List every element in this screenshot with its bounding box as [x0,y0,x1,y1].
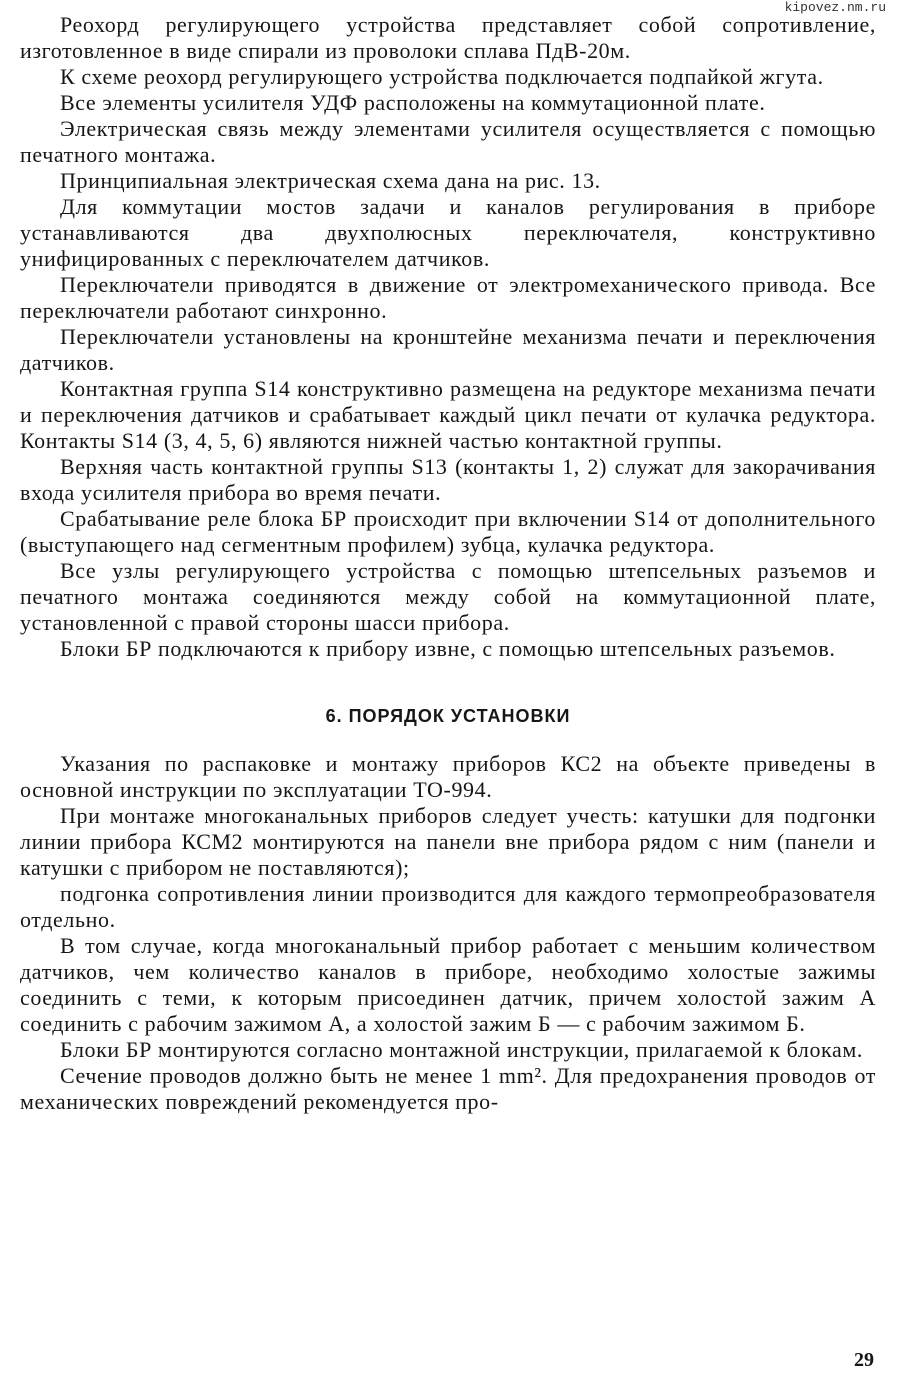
paragraph-switches: Для коммутации мостов задачи и каналов регулирования в приборе устанавливаются два двухполюсных переключателя, конструктивно унифицированных с переключателем датчиков. [20,194,876,271]
paragraph-schematic-ref: Принципиальная электрическая схема дана на рис. 13. [60,168,601,193]
paragraph-s13: Верхняя часть контактной группы S13 (контакты 1, 2) служат для закорачивания входа усилителя прибора во время печати. [20,454,876,505]
paragraph-wire-section: Сечение проводов должно быть не менее 1 mm². Для предохранения проводов от механических повреждений рекомендуется про- [20,1063,876,1114]
paragraph-line-fitting: подгонка сопротивления линии производится для каждого термопреобразователя отдельно. [20,881,876,932]
paragraph-switch-mount: Переключатели установлены на кронштейне механизма печати и переключения датчиков. [20,324,876,375]
section-title: 6. ПОРЯДОК УСТАНОВКИ [325,706,571,726]
paragraph-printed-wiring: Электрическая связь между элементами усилителя осуществляется с помощью печатного монтажа. [20,116,876,167]
paragraph-idle-terminals: В том случае, когда многоканальный прибор работает с меньшим количеством датчиков, чем количество каналов в приборе, необходимо холостые зажимы соединить с теми, к которым присоединен датчик, причем холостой зажим А соединить с рабочим зажимом А, а холостой зажим Б — с рабочим зажимом Б. [20,933,876,1036]
paragraph-rheochord: Реохорд регулирующего устройства представляет собой сопротивление, изготовленное в виде спирали из проволоки сплава ПдВ-20м. [20,12,876,63]
paragraph-udf-elements: Все элементы усилителя УДФ расположены на коммутационной плате. [60,90,766,115]
paragraph-relay: Срабатывание реле блока БР происходит при включении S14 от дополнительного (выступающего над сегментным профилем) зубца, кулачка редуктора. [20,506,876,557]
paragraph-connectors: Все узлы регулирующего устройства с помощью штепсельных разъемов и печатного монтажа соединяются между собой на коммутационной плате, установленной с правой стороны шасси прибора. [20,558,876,635]
page-body [20,12,876,1115]
paragraph-harness: К схеме реохорд регулирующего устройства подключается подпайкой жгута. [60,64,824,89]
paragraph-s14: Контактная группа S14 конструктивно размещена на редукторе механизма печати и переключения датчиков и срабатывает каждый цикл печати от кулачка редуктора. Контакты S14 (3, 4, 5, 6) являются нижней частью контактной группы. [20,376,876,453]
paragraph-multichannel: При монтаже многоканальных приборов следует учесть: катушки для подгонки линии прибора КСМ2 монтируются на панели вне прибора рядом с ним (панели и катушки с прибором не поставляются); [20,803,876,880]
paragraph-br-mounting: Блоки БР монтируются согласно монтажной инструкции, прилагаемой к блокам. [60,1037,864,1062]
text-block-bottom [20,751,876,1115]
page-number: 29 [854,1349,874,1371]
paragraph-switch-drive: Переключатели приводятся в движение от электромеханического привода. Все переключатели работают синхронно. [20,272,876,323]
text-block-top [20,12,876,662]
site-watermark: kipovez.nm.ru [784,0,886,15]
paragraph-br-blocks: Блоки БР подключаются к прибору извне, с помощью штепсельных разъемов. [60,636,836,661]
paragraph-unpacking: Указания по распаковке и монтажу приборов КС2 на объекте приведены в основной инструкции по эксплуатации ТО-994. [20,751,876,802]
